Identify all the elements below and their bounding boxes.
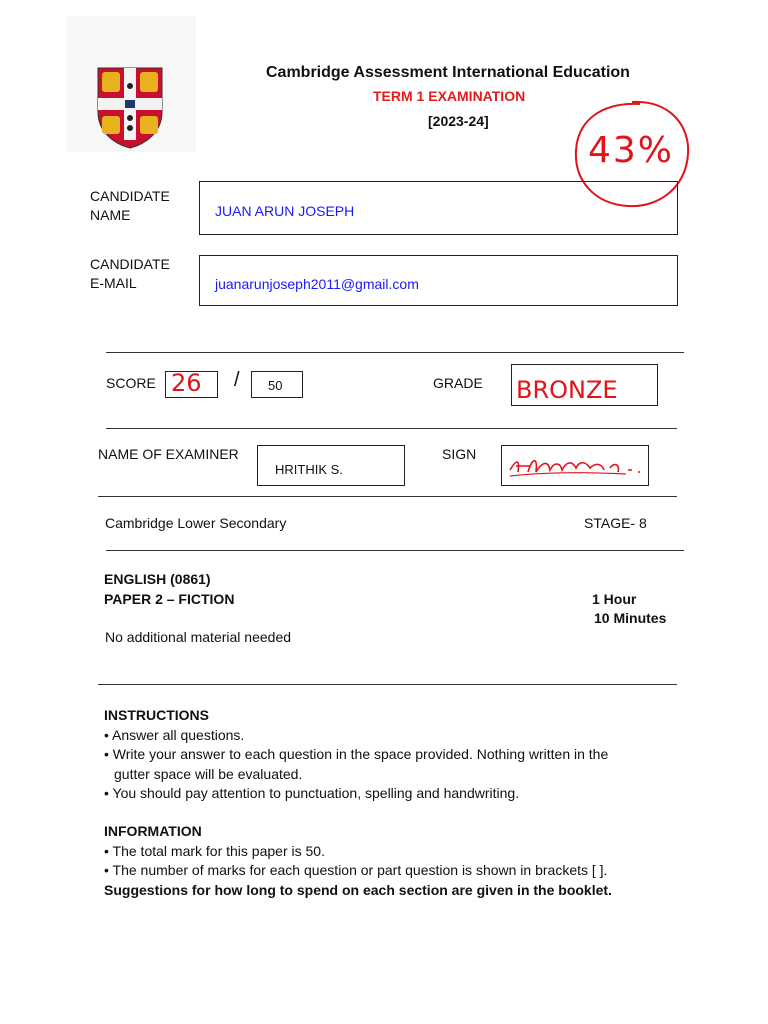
information-note: Suggestions for how long to spend on each section are given in the booklet. bbox=[104, 881, 612, 898]
stage-text: STAGE- 8 bbox=[584, 515, 647, 531]
score-label: SCORE bbox=[106, 375, 156, 391]
duration-minutes: 10 Minutes bbox=[594, 610, 667, 626]
instruction-item: • Write your answer to each question in the space provided. Nothing written in the bbox=[104, 746, 609, 762]
candidate-name-field[interactable] bbox=[199, 181, 678, 235]
exam-year: [2023-24] bbox=[428, 113, 489, 129]
university-crest-logo bbox=[96, 66, 164, 150]
candidate-email-field[interactable] bbox=[199, 255, 678, 306]
examiner-label: NAME OF EXAMINER bbox=[98, 446, 239, 462]
candidate-name-label-line1: CANDIDATE bbox=[90, 188, 170, 204]
information-item: • The number of marks for each question or part question is shown in brackets [ ]. bbox=[104, 862, 608, 878]
instruction-item: • Answer all questions. bbox=[104, 726, 245, 743]
candidate-email-label bbox=[90, 255, 170, 293]
sign-label: SIGN bbox=[442, 446, 477, 462]
information-heading: INFORMATION bbox=[104, 823, 202, 839]
grade-field[interactable] bbox=[511, 364, 658, 406]
grade-label: GRADE bbox=[433, 375, 483, 391]
divider bbox=[98, 496, 677, 497]
score-total: 50 bbox=[268, 378, 283, 393]
divider bbox=[98, 684, 677, 685]
exam-term: TERM 1 EXAMINATION bbox=[373, 88, 526, 104]
score-field[interactable] bbox=[165, 371, 218, 398]
candidate-name-label bbox=[90, 187, 170, 225]
examiner-value: HRITHIK S. bbox=[275, 462, 343, 477]
candidate-email-label-line1: CANDIDATE bbox=[90, 256, 170, 272]
score-slash: / bbox=[234, 369, 240, 391]
information-item: • The total mark for this paper is 50. bbox=[104, 842, 325, 859]
instruction-item: gutter space will be evaluated. bbox=[114, 765, 303, 782]
paper-title: PAPER 2 – FICTION bbox=[104, 591, 235, 607]
percentage-handwritten: 43% bbox=[588, 130, 675, 171]
instruction-item: • You should pay attention to punctuation, spelling and handwriting. bbox=[104, 785, 520, 801]
score-total-box bbox=[251, 371, 303, 398]
divider bbox=[106, 352, 684, 353]
examiner-signature bbox=[506, 450, 646, 482]
score-handwritten: 26 bbox=[171, 369, 202, 397]
level-text: Cambridge Lower Secondary bbox=[105, 515, 287, 531]
duration-hours: 1 Hour bbox=[592, 591, 637, 607]
instructions-section bbox=[104, 706, 608, 804]
materials-note: No additional material needed bbox=[105, 629, 292, 645]
examiner-field[interactable] bbox=[257, 445, 405, 486]
organization-title: Cambridge Assessment International Education bbox=[266, 64, 630, 81]
divider bbox=[106, 428, 677, 429]
grade-handwritten: BRONZE bbox=[516, 376, 618, 404]
candidate-email-value: juanarunjoseph2011@gmail.com bbox=[215, 276, 419, 292]
candidate-name-value: JUAN ARUN JOSEPH bbox=[215, 203, 355, 219]
information-section bbox=[104, 822, 612, 900]
candidate-email-label-line2: E-MAIL bbox=[90, 275, 137, 291]
signature-field[interactable] bbox=[501, 445, 649, 486]
instructions-heading: INSTRUCTIONS bbox=[104, 707, 209, 723]
candidate-name-label-line2: NAME bbox=[90, 207, 131, 223]
divider bbox=[106, 550, 684, 551]
subject-title: ENGLISH (0861) bbox=[104, 571, 211, 587]
